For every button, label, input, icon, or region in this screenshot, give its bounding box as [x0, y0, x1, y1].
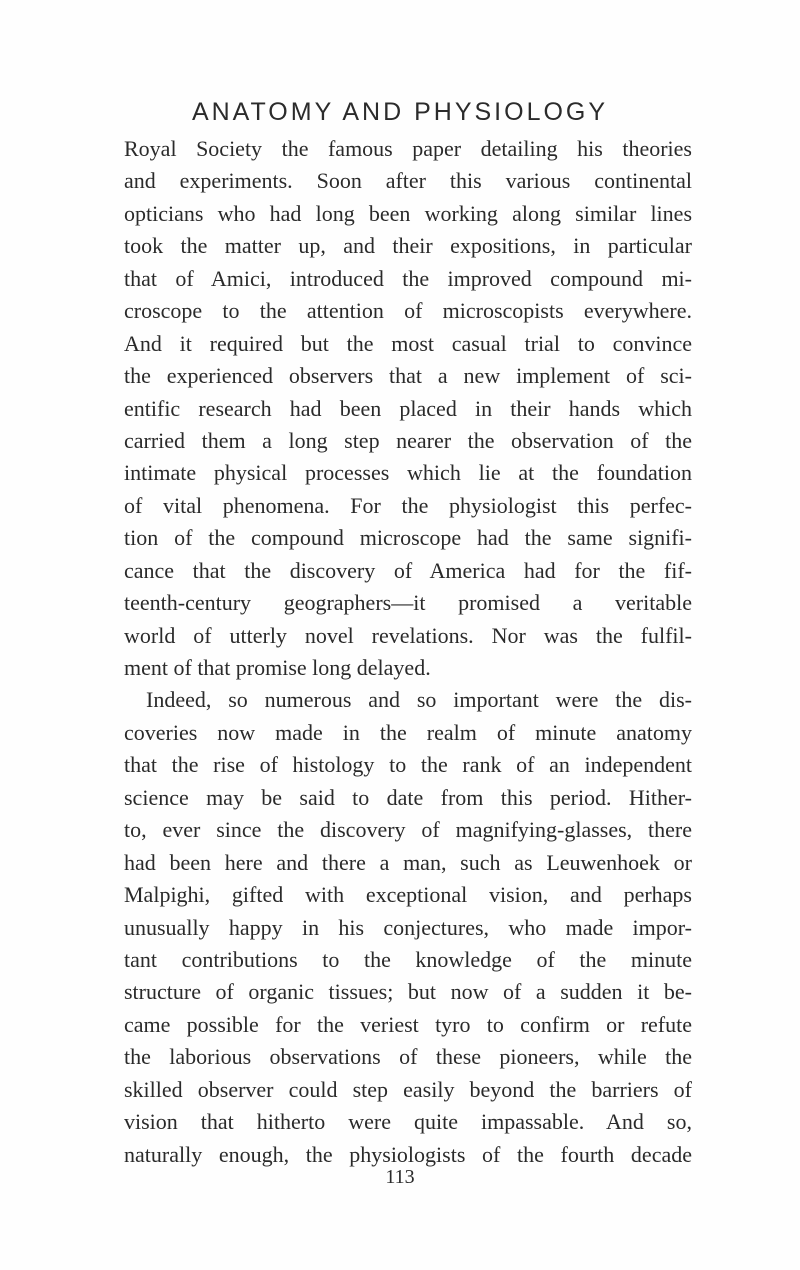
text-line: entific research had been placed in their hands which	[124, 395, 692, 421]
text-line: the laborious observations of these pioneers, while the	[124, 1044, 692, 1070]
text-line: of vital phenomena. For the physiologist this perfec-	[124, 492, 692, 518]
text-line: ment of that promise long delayed.	[124, 655, 431, 680]
text-line: tant contributions to the knowledge of the minute	[124, 946, 692, 972]
text-line: the experienced observers that a new implement of sci-	[124, 363, 692, 389]
text-line: opticians who had long been working along similar lines	[124, 200, 692, 226]
text-line: skilled observer could step easily beyond the barriers of	[124, 1076, 692, 1102]
text-line: carried them a long step nearer the observation of the	[124, 427, 692, 453]
text-line: and experiments. Soon after this various continental	[124, 168, 692, 194]
text-line: croscope to the attention of microscopists everywhere.	[124, 298, 692, 324]
text-line: Malpighi, gifted with exceptional vision, and perhaps	[124, 882, 692, 908]
body-text	[124, 133, 692, 1171]
text-line: to, ever since the discovery of magnifying-glasses, there	[124, 817, 692, 843]
text-line: unusually happy in his conjectures, who made impor-	[124, 914, 692, 940]
text-line: tion of the compound microscope had the same signifi-	[124, 525, 692, 551]
text-line: had been here and there a man, such as Leuwenhoek or	[124, 849, 692, 875]
text-line: intimate physical processes which lie at the foundation	[124, 460, 692, 486]
text-line: Royal Society the famous paper detailing his theories	[124, 136, 692, 161]
text-line: took the matter up, and their expositions, in particular	[124, 233, 692, 259]
text-line: world of utterly novel revelations. Nor was the fulfil-	[124, 622, 692, 648]
text-line: came possible for the veriest tyro to confirm or refute	[124, 1011, 692, 1037]
text-line: teenth-century geographers—it promised a veritable	[124, 590, 692, 616]
text-line: cance that the discovery of America had for the fif-	[124, 557, 692, 583]
running-head: ANATOMY AND PHYSIOLOGY	[191, 98, 609, 126]
text-line: Indeed, so numerous and so important were the dis-	[146, 687, 692, 713]
text-line: science may be said to date from this period. Hither-	[124, 784, 692, 810]
text-line: that of Amici, introduced the improved compound mi-	[124, 265, 692, 291]
text-line: And it required but the most casual trial to convince	[124, 330, 692, 356]
text-line: vision that hitherto were quite impassable. And so,	[124, 1109, 692, 1135]
page-number: 113	[385, 1166, 415, 1188]
text-line: coveries now made in the realm of minute anatomy	[124, 719, 692, 745]
text-line: structure of organic tissues; but now of a sudden it be-	[124, 979, 692, 1005]
text-line: naturally enough, the physiologists of the fourth decade	[124, 1141, 692, 1167]
text-line: that the rise of histology to the rank of an independent	[124, 752, 692, 778]
